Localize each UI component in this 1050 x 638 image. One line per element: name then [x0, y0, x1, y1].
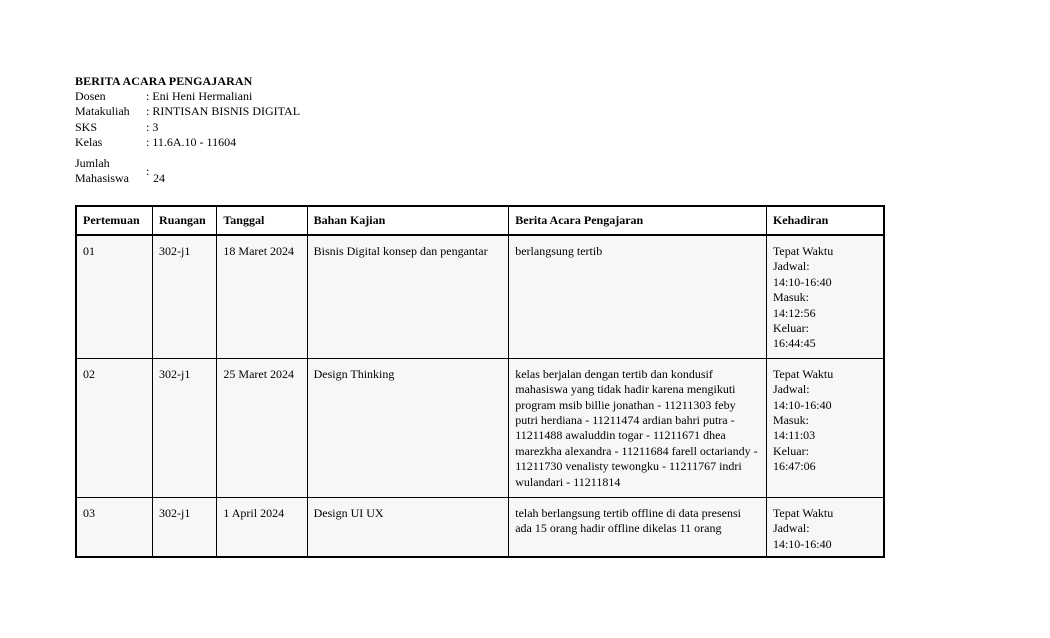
cell-bahan-kajian: Design UI UX [307, 497, 509, 557]
header-ruangan: Ruangan [153, 206, 217, 235]
kehadiran-jadwal-label: Jadwal: [772, 521, 810, 536]
kehadiran-masuk-label: Masuk: [772, 290, 809, 305]
header-pertemuan: Pertemuan [76, 206, 153, 235]
cell-pertemuan: 03 [76, 497, 153, 557]
header-kehadiran: Kehadiran [766, 206, 884, 235]
kehadiran-keluar-value: 16:47:06 [772, 459, 816, 474]
meta-label: Dosen [75, 89, 106, 103]
cell-kehadiran [766, 358, 884, 497]
table-row [76, 235, 884, 358]
kehadiran-status: Tepat Waktu [772, 244, 834, 258]
meta-value: : RINTISAN BISNIS DIGITAL [146, 104, 301, 118]
cell-ruangan: 302-j1 [153, 235, 217, 358]
header-berita-acara: Berita Acara Pengajaran [509, 206, 767, 235]
meta-value: 24 [153, 171, 165, 185]
meta-value: : Eni Heni Hermaliani [146, 89, 253, 103]
table-row [76, 497, 884, 557]
table-row [76, 358, 884, 497]
cell-bahan-kajian: Design Thinking [307, 358, 509, 497]
cell-berita-acara: kelas berjalan dengan tertib dan kondusif mahasiswa yang tidak hadir karena mengikuti program msib billie jonathan - 11211303 feby putri herdiana - 11211474 ardian bahri putra - 11211488 awaluddin togar - 11211671 dhea marezkha alexandra - 11211684 farell octariandy - 11211730 venalisty tewongku - 11211767 indri wulandari - 11211814 [509, 358, 767, 497]
cell-pertemuan: 02 [76, 358, 153, 497]
header-tanggal: Tanggal [217, 206, 307, 235]
cell-bahan-kajian: Bisnis Digital konsep dan pengantar [307, 235, 509, 358]
kehadiran-jadwal-value: 14:10-16:40 [772, 274, 832, 289]
meta-label-line2: Mahasiswa [75, 171, 129, 185]
kehadiran-keluar-value: 16:44:45 [772, 336, 816, 351]
cell-ruangan: 302-j1 [153, 358, 217, 497]
cell-pertemuan: 01 [76, 235, 153, 358]
kehadiran-jadwal-value: 14:10-16:40 [772, 536, 832, 551]
cell-ruangan: 302-j1 [153, 497, 217, 557]
kehadiran-jadwal-value: 14:10-16:40 [772, 397, 832, 412]
meta-label: Matakuliah [75, 104, 130, 118]
cell-berita-acara: berlangsung tertib [509, 235, 767, 358]
kehadiran-jadwal-label: Jadwal: [772, 382, 810, 397]
meta-value: : 3 [146, 120, 159, 134]
header-bahan-kajian: Bahan Kajian [307, 206, 509, 235]
meta-colon: : [146, 164, 150, 178]
cell-kehadiran [766, 497, 884, 557]
cell-tanggal: 25 Maret 2024 [217, 358, 307, 497]
kehadiran-status: Tepat Waktu [772, 505, 834, 520]
meta-value: : 11.6A.10 - 11604 [146, 135, 237, 149]
berita-acara-table [75, 205, 885, 558]
table-header-row [76, 206, 884, 235]
kehadiran-jadwal-label: Jadwal: [772, 259, 810, 274]
document-title: BERITA ACARA PENGAJARAN [75, 74, 253, 88]
meta-label: SKS [75, 120, 98, 134]
kehadiran-keluar-label: Keluar: [772, 321, 809, 336]
meta-label: Kelas [75, 135, 103, 149]
cell-kehadiran [766, 235, 884, 358]
cell-tanggal: 1 April 2024 [217, 497, 307, 557]
meta-label-line1: Jumlah [75, 156, 110, 170]
kehadiran-keluar-label: Keluar: [772, 443, 809, 458]
kehadiran-masuk-value: 14:12:56 [772, 305, 816, 320]
kehadiran-masuk-value: 14:11:03 [772, 428, 816, 443]
kehadiran-status: Tepat Waktu [772, 366, 834, 381]
cell-berita-acara: telah berlangsung tertib offline di data presensi ada 15 orang hadir offline dikelas 11 orang [509, 497, 767, 557]
cell-tanggal: 18 Maret 2024 [217, 235, 307, 358]
kehadiran-masuk-label: Masuk: [772, 413, 809, 428]
